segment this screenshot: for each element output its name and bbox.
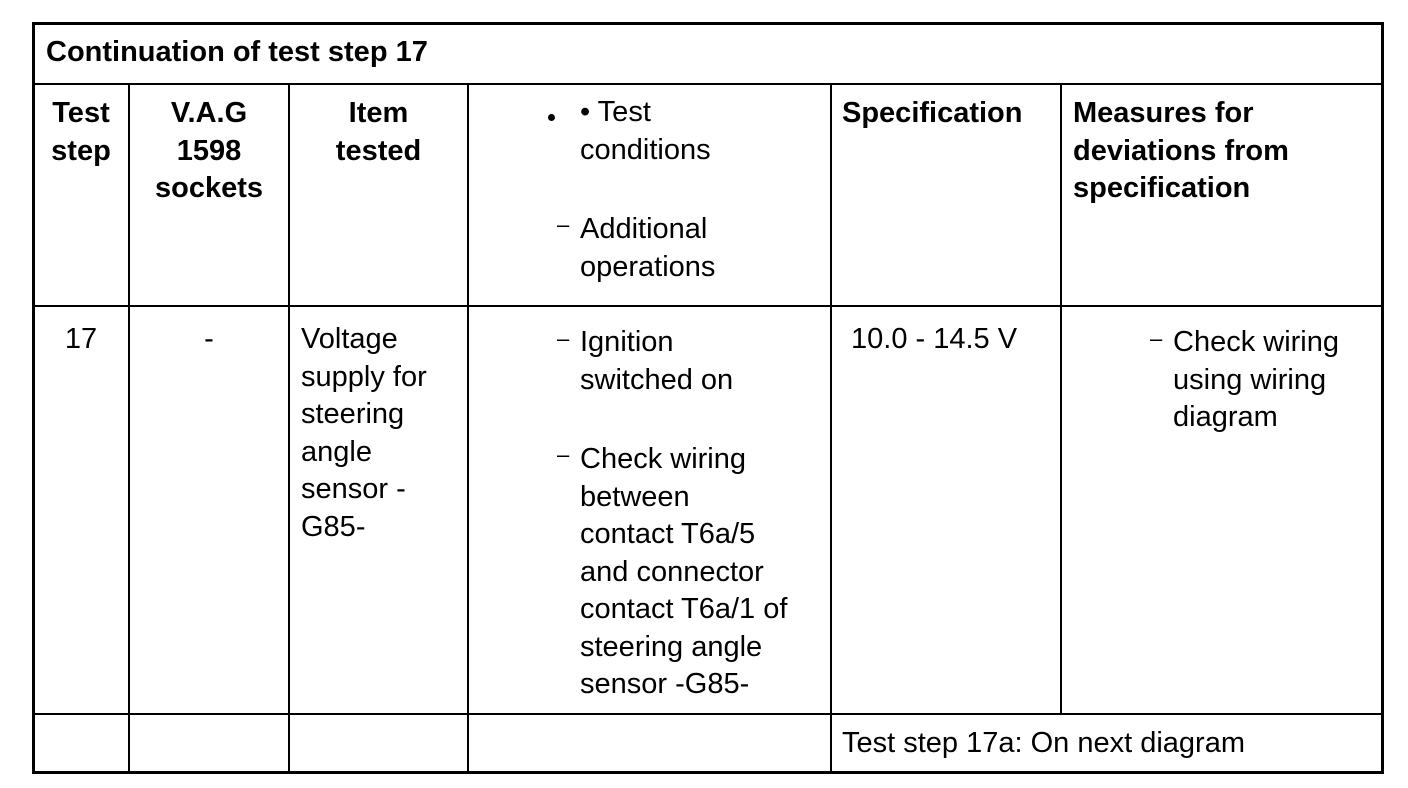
row-divider xyxy=(35,713,1381,715)
cell-operation-ignition: Ignition switched on xyxy=(580,326,734,396)
cell-measure: Check wiring using wiring diagram xyxy=(1173,326,1339,433)
cell-test-step: 17 xyxy=(64,323,98,355)
header-additional-operations: Additional operations xyxy=(580,213,716,283)
col-divider-2 xyxy=(288,83,290,771)
col-divider-5 xyxy=(1060,83,1062,715)
header-specification: Specification xyxy=(842,97,1023,129)
bullet-icon xyxy=(548,114,555,121)
cell-specification: 10.0 - 14.5 V xyxy=(851,323,1018,355)
title-divider xyxy=(35,83,1381,85)
header-divider xyxy=(35,305,1381,307)
dash-icon: – xyxy=(557,212,570,237)
table-title: Continuation of test step 17 xyxy=(46,36,428,68)
dash-icon: – xyxy=(557,442,570,467)
header-vag-sockets: V.A.G 1598 sockets xyxy=(154,97,263,204)
cell-vag-sockets: - xyxy=(204,323,214,355)
cell-operation-check-wiring: Check wiring between contact T6a/5 and connector contact T6a/1 of steering angle sensor -G85- xyxy=(580,443,788,700)
next-diagram-note: Test step 17a: On next diagram xyxy=(842,727,1245,759)
header-item-tested: Item tested xyxy=(335,97,422,167)
header-conditions: • Test conditions xyxy=(580,96,711,166)
dash-icon: – xyxy=(1150,326,1163,351)
col-divider-4 xyxy=(830,83,832,771)
cell-item-tested: Voltage supply for steering angle sensor - G85- xyxy=(301,323,427,543)
col-divider-3 xyxy=(467,83,469,771)
header-measures: Measures for deviations from specification xyxy=(1073,97,1289,204)
dash-icon: – xyxy=(557,326,570,351)
header-test-step: Test step xyxy=(51,97,111,167)
